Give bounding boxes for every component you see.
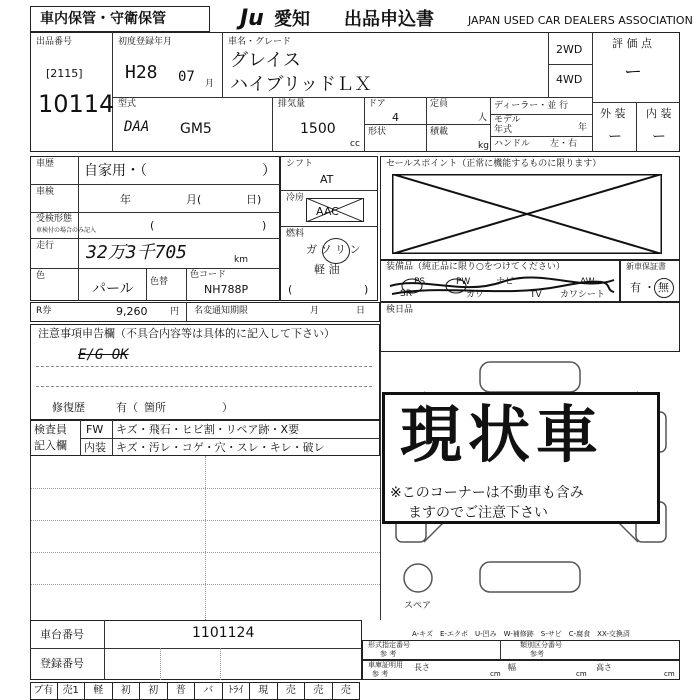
shift-label: シフト [286, 159, 314, 169]
inspector-in-text: キズ・汚レ・コゲ・穴・スレ・キレ・破レ [116, 441, 325, 454]
bottom-cell: ブ有 [30, 682, 58, 700]
load-label: 積載 [430, 127, 449, 137]
fuel-gas: ガ ソ リ ン [306, 243, 361, 256]
bottom-cell: 売 [305, 682, 333, 700]
equipment-strikes [382, 272, 618, 300]
warranty-no-circle [654, 278, 674, 298]
current-car-title: 現状車 [400, 398, 605, 471]
bottom-cell: 売 [333, 682, 361, 700]
first-reg-month: 07 [178, 69, 195, 85]
displacement-label: 排気量 [278, 99, 306, 109]
equipment-item-aw: AW [580, 277, 595, 287]
association-name: JAPAN USED CAR DEALERS ASSOCIATION [468, 14, 693, 27]
cert-height: 高さ [596, 663, 612, 672]
repair-suffix: 箇所 [144, 401, 166, 414]
color-value: パール [92, 281, 134, 297]
name-change-label: 名変通知期限 [194, 306, 249, 316]
bottom-cell: 普 [168, 682, 196, 700]
capacity-label: 定員 [430, 99, 449, 109]
fuel-open: ( [288, 283, 293, 296]
receive-note: 車検付の場合のみ記入 [36, 227, 97, 234]
inspection-label: 車検 [36, 187, 55, 197]
warranty-sep: ・ [644, 281, 655, 294]
cert-length: 長さ [414, 663, 430, 672]
bottom-cell: 初 [113, 682, 141, 700]
inspection-day: 日) [246, 193, 262, 206]
equipment-item-leather-seat: カワシート [560, 290, 606, 300]
lot-number: 10114 [38, 90, 115, 118]
registration-label: 登録番号 [40, 657, 84, 670]
receive-label: 受検形態 [36, 214, 73, 224]
form-title: 出品申込書 [344, 9, 434, 30]
mileage-label: 走行 [36, 241, 55, 251]
color-label: 色 [36, 271, 46, 281]
warranty-yes: 有 [630, 281, 641, 294]
score-value: ー [624, 62, 642, 83]
receive-close: ) [262, 219, 267, 232]
inspection-year: 年 [120, 193, 131, 206]
bottom-cell: 売1 [58, 682, 86, 700]
capacity-unit: 人 [478, 113, 488, 123]
fuel-light-oil: 軽 油 [314, 263, 340, 276]
recycle-label: R券 [36, 306, 52, 316]
current-car-note-1: ※このコーナーは不動車も含み [390, 485, 584, 501]
doors-value: 4 [392, 111, 399, 124]
receive-open: ( [150, 219, 155, 232]
mileage-unit: km [234, 255, 248, 265]
mileage-value: 32万3千705 [86, 242, 188, 263]
bottom-cell: 軽 [85, 682, 113, 700]
sales-point-cross [392, 174, 662, 254]
name-change-month: 月 [310, 306, 320, 316]
model-code: GM5 [180, 121, 212, 137]
interior-label: 内 装 [646, 107, 672, 120]
ju-logo: Ju [240, 6, 264, 31]
bottom-cell: ﾄﾗｲ [223, 682, 251, 700]
drive-4wd: 4WD [556, 73, 583, 86]
inspector-label2: 記入欄 [34, 439, 67, 452]
cert-length-unit: cm [490, 670, 501, 678]
car-name: グレイス [230, 50, 301, 71]
spec-class-ref: 参考 [530, 650, 544, 658]
cert-height-unit: cm [664, 670, 675, 678]
lot-subnumber: [2115] [46, 67, 83, 80]
spare-label: スペア [404, 601, 432, 611]
shape-label: 形状 [368, 127, 387, 137]
exterior-value: ー [608, 129, 622, 145]
inspector-label1: 検査員 [34, 423, 67, 436]
interior-value: ー [652, 129, 666, 145]
handle-value: 左・右 [550, 139, 578, 149]
warranty-no: 無 [658, 281, 669, 294]
equipment-item-pw: PW [456, 277, 471, 287]
model-label: 型式 [118, 99, 137, 109]
cert-label: 車庫証明用 [368, 661, 403, 669]
year-unit: 年 [578, 123, 588, 133]
inspector-fw-text: キズ・飛石・ヒビ割・リペア跡・X要 [116, 423, 300, 436]
year-label: 年式 [494, 125, 513, 135]
equipment-item-navi: ナビ [496, 277, 515, 287]
first-reg-month-unit: 月 [205, 79, 215, 89]
fuel-gas-circle [322, 238, 350, 264]
chassis-value: 1101124 [192, 625, 255, 641]
logo-text: 愛知 [274, 9, 310, 30]
inspector-in-label: 内装 [84, 441, 106, 454]
model-year-label: モデル [494, 115, 521, 125]
handle-label: ハンドル [494, 139, 531, 149]
repair-close: ） [222, 401, 233, 414]
exterior-label: 外 装 [600, 107, 626, 120]
recycle-unit: 円 [170, 307, 180, 317]
history-close: ） [262, 163, 276, 179]
spec-form-ref: 参 考 [380, 650, 397, 658]
equipment-item-leather: カワ [466, 290, 485, 300]
chassis-label: 車台番号 [40, 628, 84, 641]
history-label: 車歴 [36, 159, 55, 169]
cert-width: 幅 [508, 663, 516, 672]
repair-label: 修復歴 [52, 401, 85, 414]
notes-label: 注意事項申告欄（不具合内容等は具体的に記入して下さい） [38, 327, 335, 340]
drive-2wd: 2WD [556, 43, 583, 56]
bottom-cell: バ [195, 682, 223, 700]
bottom-cell: 現 [250, 682, 278, 700]
ac-label: 冷房 [286, 193, 305, 203]
equipment-item-tv: TV [530, 290, 542, 300]
cert-ref: 参 考 [372, 670, 389, 678]
recycle-value: 9,260 [116, 305, 148, 318]
damage-legend: A-キズ E-エクボ U-凹み W-補修跡 S-サビ C-腐食 XX-交換済 [412, 630, 630, 638]
lot-label: 出品番号 [36, 37, 73, 47]
current-car-note-2: ますのでご注意下さい [408, 505, 548, 521]
displacement-unit: cc [350, 139, 360, 149]
spec-form-label: 形式指定番号 [368, 641, 410, 649]
color-code: NH788P [204, 283, 249, 296]
model-prefix: DAA [124, 119, 150, 135]
doors-label: ドア [368, 99, 386, 109]
car-grade: ハイブリッドＬＸ [230, 74, 373, 95]
name-change-day: 日 [356, 306, 366, 316]
bottom-cell: 初 [140, 682, 168, 700]
bottom-cells [30, 682, 360, 700]
color-code-label: 色コード [190, 270, 227, 280]
cert-box [362, 660, 680, 680]
equipment-item-ps: PS [414, 277, 426, 287]
load-unit: kg [478, 141, 489, 151]
inspector-fw-label: FW [86, 423, 104, 436]
fuel-label: 燃料 [286, 229, 305, 239]
repair-value: 有（ [116, 401, 138, 414]
dealer-label: ディーラー・並 行 [494, 101, 569, 111]
storage-title: 車内保管・守衛保管 [40, 11, 166, 27]
inspection-month: 月( [186, 193, 202, 206]
equipment-label: 装備品（純正品に限り○をつけてください） [386, 262, 565, 272]
score-label: 評 価 点 [612, 37, 652, 50]
displacement-value: 1500 [300, 121, 336, 137]
notes-handwritten: E/G OK [78, 347, 129, 363]
warranty-label: 新車保証書 [626, 262, 666, 271]
spec-class-label: 類別区分番号 [520, 641, 562, 649]
cert-width-unit: cm [576, 670, 587, 678]
shift-value: AT [320, 173, 334, 186]
fuel-close: ) [364, 283, 369, 296]
equipment-item-sr: SR [400, 289, 412, 299]
car-name-label: 車名・グレード [228, 37, 292, 47]
other-items-label: 検日品 [386, 305, 414, 315]
color-change-label: 色替 [150, 277, 169, 287]
first-reg-label: 初度登録年月 [118, 37, 173, 47]
ac-value: AAC [316, 205, 339, 218]
sales-point-label: セールスポイント（正常に機能するものに限ります） [386, 159, 602, 169]
bottom-cell: 売 [278, 682, 306, 700]
first-reg-year: H28 [125, 62, 158, 83]
other-items-box [380, 302, 680, 352]
history-value: 自家用・（ [84, 163, 147, 179]
